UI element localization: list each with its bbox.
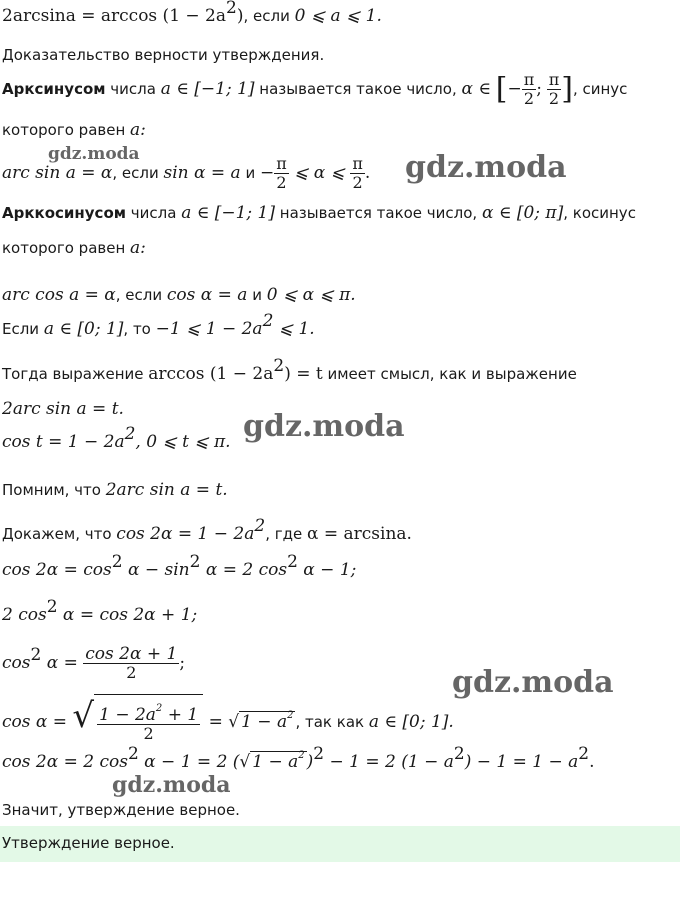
arcsin-definition-cont: которого равен a: bbox=[2, 120, 146, 140]
arccos-equation: arc cos a = α, если cos α = a и 0 ⩽ α ⩽ π. bbox=[2, 285, 356, 305]
fraction: $\frac{\pi}{2}$ bbox=[276, 154, 287, 192]
equation-1: $\cos 2\alpha = \cos^2 \alpha - \sin^2 \alpha = 2$ $\cos^2 \alpha - 1$; bbox=[2, 552, 357, 580]
right-bracket: ] bbox=[561, 71, 573, 107]
watermark: gdz.moda bbox=[452, 665, 614, 700]
left-bracket: [ bbox=[495, 71, 508, 107]
statement-line: $2\arcsin a = \arccos (1 - 2a^2)$, если 0 ⩽ a ⩽ 1. bbox=[2, 0, 382, 26]
watermark: gdz.moda bbox=[405, 150, 567, 185]
fraction: $\frac{\pi}{2}$ bbox=[352, 154, 363, 192]
square-root: $1 - a^2$ bbox=[241, 710, 294, 732]
arccos-definition: Арккосинусом числа a ∈ [−1; 1] называется такое число, α ∈ [0; π], косинус bbox=[2, 203, 636, 223]
then-line: Тогда выражение $\arccos (1 - 2a^2) = t$ имеет смысл, как и выражение bbox=[2, 356, 577, 384]
cos-t-line: $\cos t = 1 - 2a^2$, 0 ⩽ t ⩽ π. bbox=[2, 424, 231, 452]
equation-4: cos α = √ $\frac{1 - 2a^2 + 1}{2}$ = √ $1 - a^2$ , так как a ∈ [0; 1]. bbox=[2, 694, 454, 751]
prove-line: Докажем, что $\cos 2\alpha = 1 - 2a^2$, где α = arcsina. bbox=[2, 516, 412, 544]
arccos-definition-cont: которого равен a: bbox=[2, 238, 146, 258]
equation-5: cos 2α = 2 $\cos^2 \alpha - 1 = 2$ (√ $1 - a^2$ )$^2$ − 1 = 2 $(1 - a^2) - 1 = 1 - a^2$. bbox=[2, 744, 595, 772]
arcsin-equation: arc sin a = α, если sin α = a и − $\frac{\pi}{2}$ ⩽ α ⩽ $\frac{\pi}{2}$ . bbox=[2, 154, 371, 192]
conclusion-line: Значит, утверждение верное. bbox=[2, 801, 240, 819]
arc-t-line: 2arc sin a = t. bbox=[2, 399, 124, 419]
proof-heading: Доказательство верности утверждения. bbox=[2, 46, 325, 64]
square-root: √ $\frac{1 - 2a^2 + 1}{2}$ bbox=[72, 694, 203, 751]
answer-box bbox=[0, 826, 680, 862]
fraction: $\frac{\pi}{2}$ bbox=[548, 70, 560, 108]
equation-3: $\cos^2 \alpha$ = $\frac{\cos 2\alpha + 1}{2}$ ; bbox=[2, 644, 186, 682]
fraction: $\frac{\pi}{2}$ bbox=[523, 70, 535, 108]
equation-2: 2 $\cos^2 \alpha = \cos 2\alpha + 1$; bbox=[2, 597, 198, 625]
fraction: $\frac{1 - 2a^2 + 1}{2}$ bbox=[99, 703, 199, 743]
square-root: $1 - a^2$ bbox=[252, 750, 305, 772]
watermark: gdz.moda bbox=[48, 144, 140, 164]
arcsin-definition: Арксинусом числа a ∈ [−1; 1] называется такое число, α ∈ [− $\frac{\pi}{2}$ ; $\frac{\pi}{2}$ ], синус bbox=[2, 70, 628, 108]
remember-line: Помним, что 2arc sin a = t. bbox=[2, 480, 228, 500]
watermark: gdz.moda bbox=[243, 409, 405, 444]
watermark: gdz.moda bbox=[112, 772, 231, 798]
fraction: $\frac{\cos 2\alpha + 1}{2}$ bbox=[85, 644, 178, 682]
answer-text: Утверждение верное. bbox=[2, 834, 175, 852]
if-line: Если a ∈ [0; 1], то −1 ⩽ $1 - 2a^2$ ⩽ 1. bbox=[2, 311, 315, 339]
